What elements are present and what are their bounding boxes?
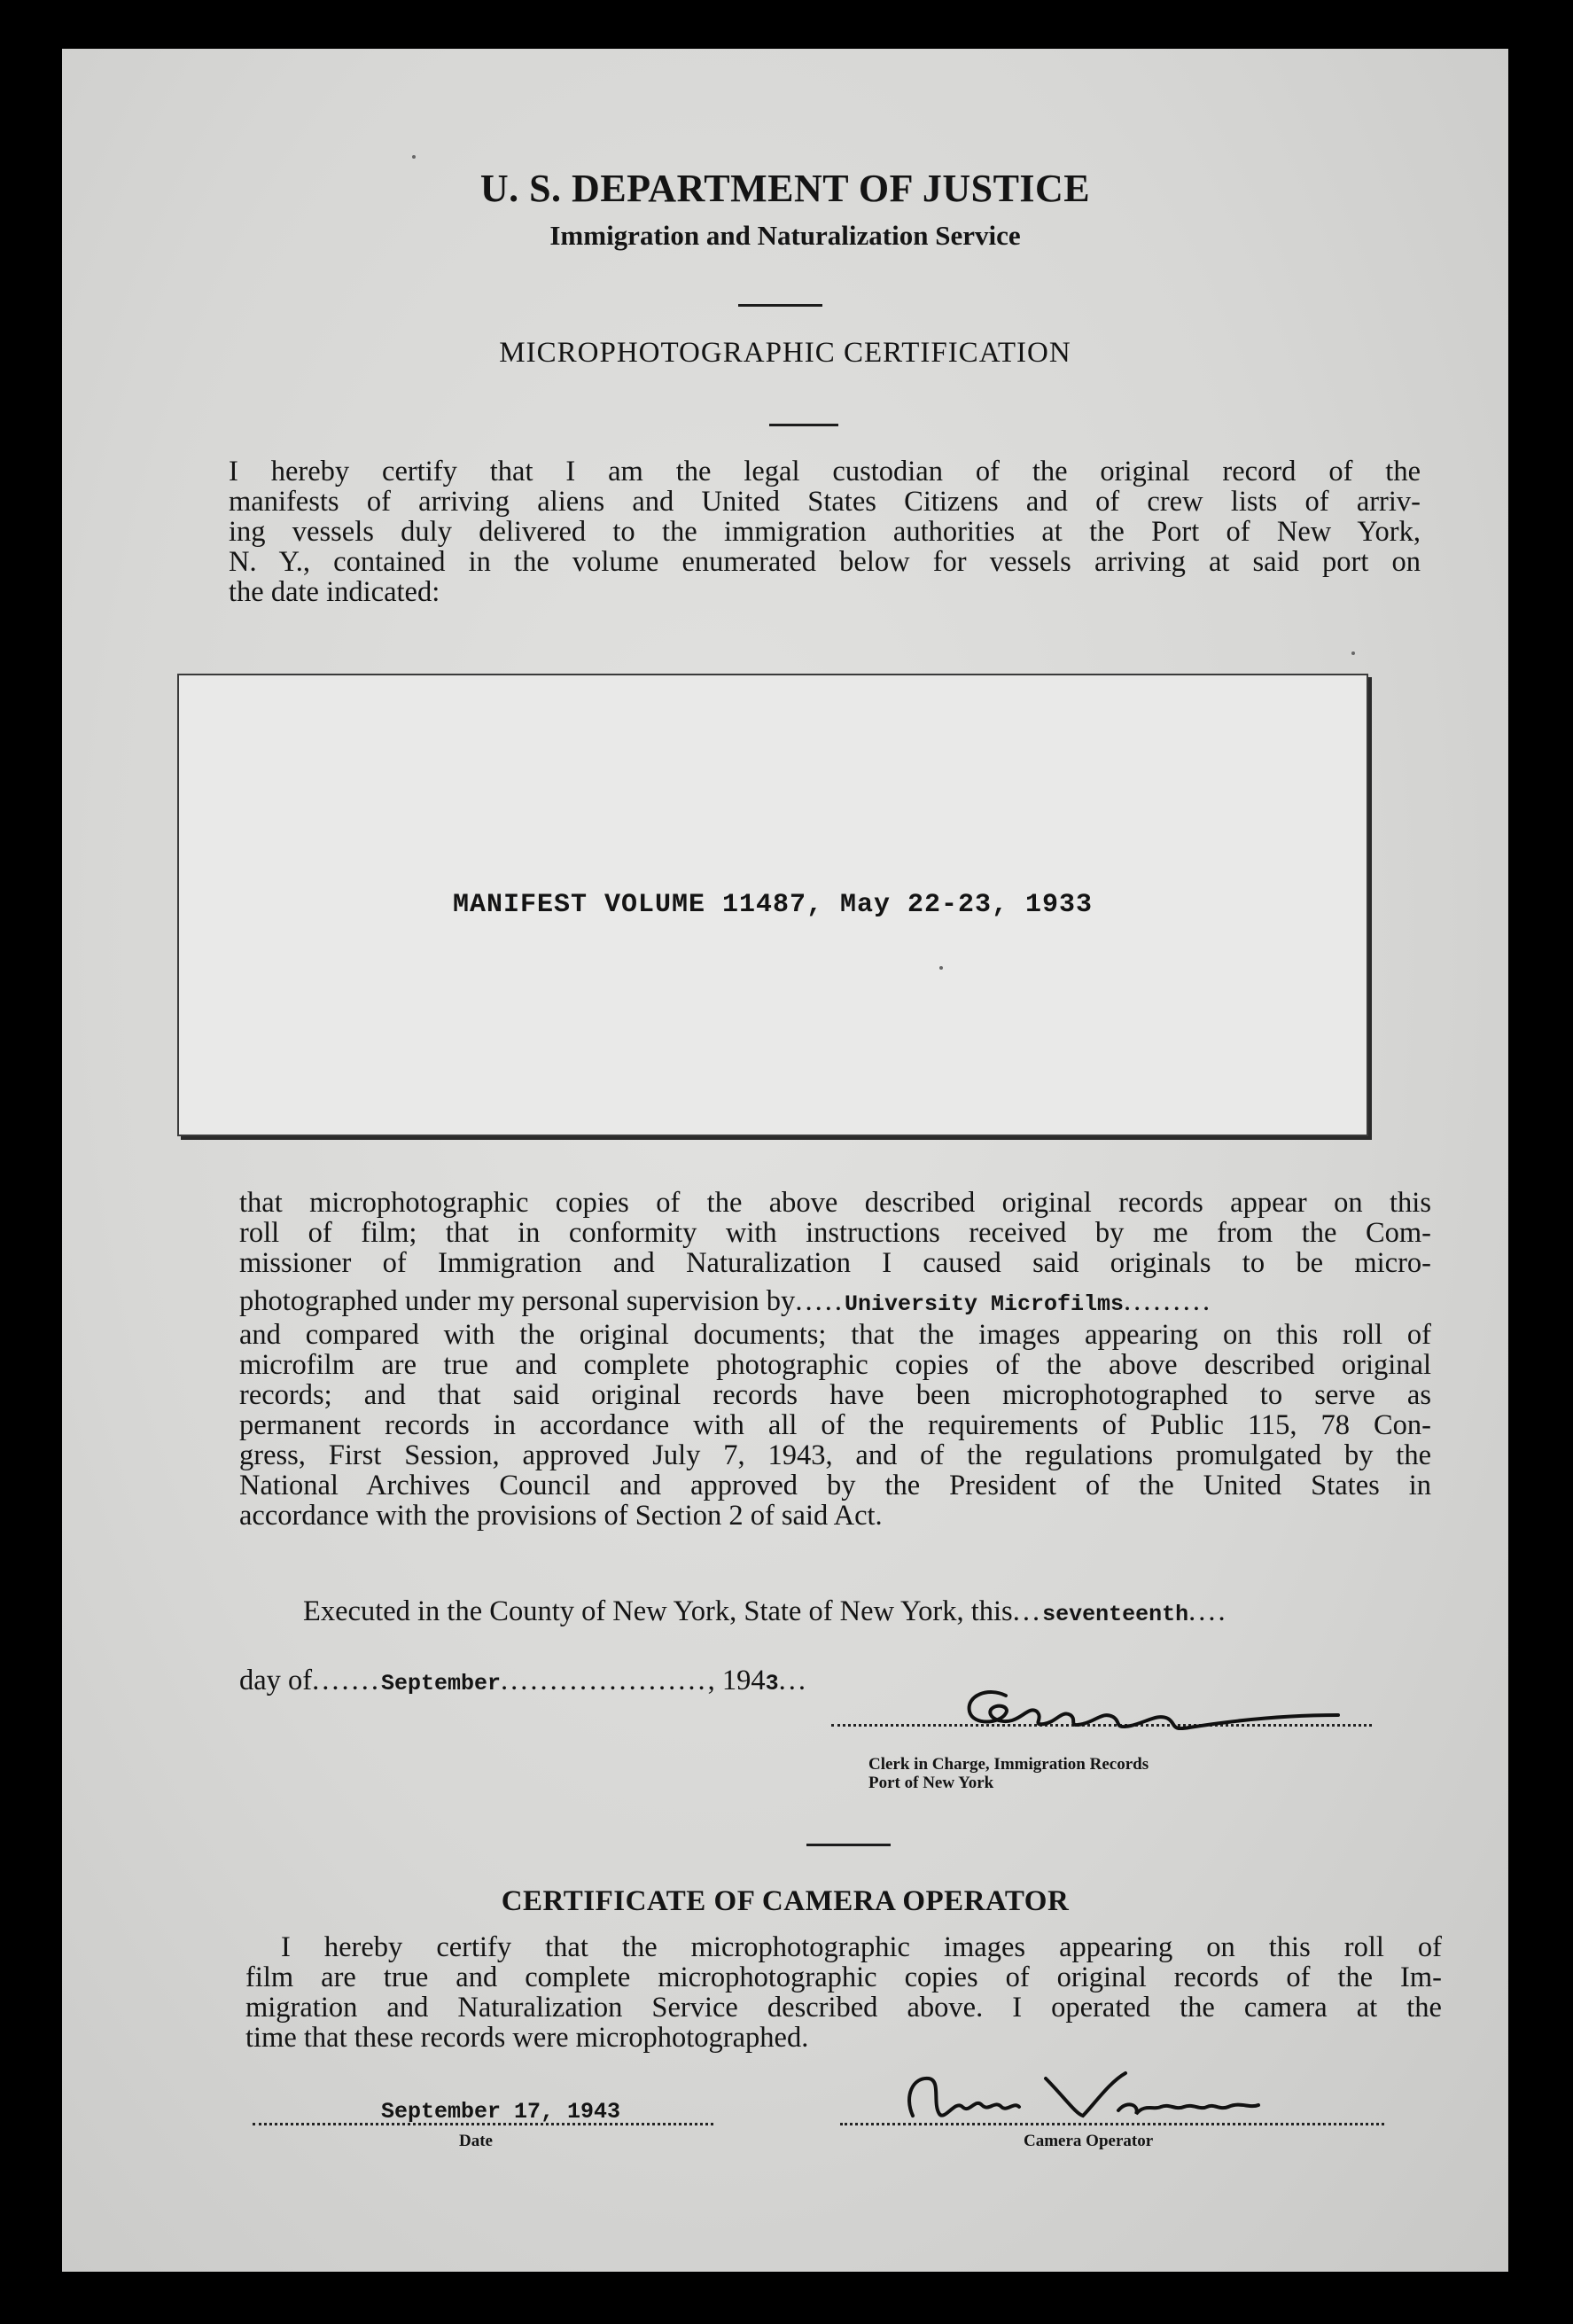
body-line-typed: photographed under my personal supervision by.....University Microfilms......... — [239, 1285, 1213, 1317]
intro-line: ing vessels duly delivered to the immigration authorities at the Port of New York, — [229, 516, 1421, 548]
intro-line: the date indicated: — [229, 576, 440, 608]
camera-line: migration and Naturalization Service described above. I operated the camera at the — [245, 1992, 1442, 2024]
body-line: National Archives Council and approved by the President of the United States in — [239, 1470, 1431, 1501]
film-speck — [1351, 651, 1355, 655]
typed-month: September — [381, 1671, 502, 1696]
camera-line: I hereby certify that the microphotographic images appearing on this roll of — [281, 1931, 1442, 1963]
camera-paragraph — [245, 1932, 1442, 2053]
body-line: permanent records in accordance with all of the requirements of Public 115, 78 Con- — [239, 1409, 1431, 1441]
intro-paragraph — [229, 456, 1421, 607]
intro-line: N. Y., contained in the volume enumerated below for vessels arriving at said port on — [229, 546, 1421, 578]
divider-rule — [769, 424, 838, 426]
body-line: missioner of Immigration and Naturalization I caused said originals to be micro- — [239, 1247, 1431, 1279]
intro-line: manifests of arriving aliens and United States Citizens and of crew lists of arriv- — [229, 486, 1421, 518]
typed-day: seventeenth — [1042, 1602, 1189, 1627]
record-box — [177, 674, 1368, 1136]
typed-company-name: University Microfilms — [844, 1291, 1124, 1317]
typed-year-digit: 3 — [765, 1671, 779, 1696]
body-line: accordance with the provisions of Section 2 of said Act. — [239, 1500, 883, 1532]
day-of-label: day of — [239, 1665, 313, 1696]
camera-operator-signature — [877, 2061, 1320, 2132]
body-line: and compared with the original documents; that the images appearing on this roll of — [239, 1319, 1431, 1351]
body-line: that microphotographic copies of the above described original records appear on this — [239, 1187, 1431, 1219]
date-label: Date — [459, 2132, 493, 2150]
clerk-signature — [957, 1680, 1356, 1746]
body-line: records; and that said original records have been microphotographed to serve as — [239, 1379, 1431, 1411]
film-speck — [939, 966, 943, 970]
camera-operator-title: CERTIFICATE OF CAMERA OPERATOR — [501, 1885, 1070, 1917]
film-speck — [412, 155, 416, 159]
clerk-title-line: Clerk in Charge, Immigration Records — [868, 1755, 1149, 1774]
certification-title: MICROPHOTOGRAPHIC CERTIFICATION — [499, 337, 1071, 369]
divider-rule — [738, 304, 822, 307]
camera-line: film are true and complete microphotographic copies of original records of the Im- — [245, 1961, 1442, 1993]
manifest-volume-text: MANIFEST VOLUME 11487, May 22-23, 1933 — [452, 890, 1094, 920]
camera-line: time that these records were microphotographed. — [245, 2022, 809, 2054]
intro-line: I hereby certify that I am the legal custodian of the original record of the — [229, 456, 1421, 487]
typed-date: September 17, 1943 — [381, 2099, 621, 2125]
service-subheading: Immigration and Naturalization Service — [549, 220, 1021, 251]
body-line: gress, First Session, approved July 7, 1943, and of the regulations promulgated by the — [239, 1439, 1431, 1471]
department-heading: U. S. DEPARTMENT OF JUSTICE — [479, 167, 1091, 210]
body-line: roll of film; that in conformity with instructions received by me from the Com- — [239, 1217, 1431, 1249]
document-page — [62, 49, 1508, 2272]
camera-operator-label: Camera Operator — [1024, 2132, 1154, 2150]
execution-text: Executed in the County of New York, State of New York, this — [303, 1595, 1013, 1627]
certification-paragraph — [239, 1188, 1431, 1531]
divider-rule — [806, 1844, 891, 1846]
year-prefix: , 194 — [707, 1665, 766, 1696]
body-line: microfilm are true and complete photographic copies of the above described original — [239, 1349, 1431, 1381]
execution-line: Executed in the County of New York, State of New York, this...seventeenth.... — [303, 1595, 1228, 1627]
clerk-title — [868, 1755, 1149, 1792]
day-of-line: day of.......September....................., 1943... — [239, 1665, 809, 1696]
typed-line-prefix: photographed under my personal supervision by — [239, 1285, 796, 1317]
clerk-title-line: Port of New York — [868, 1774, 994, 1792]
